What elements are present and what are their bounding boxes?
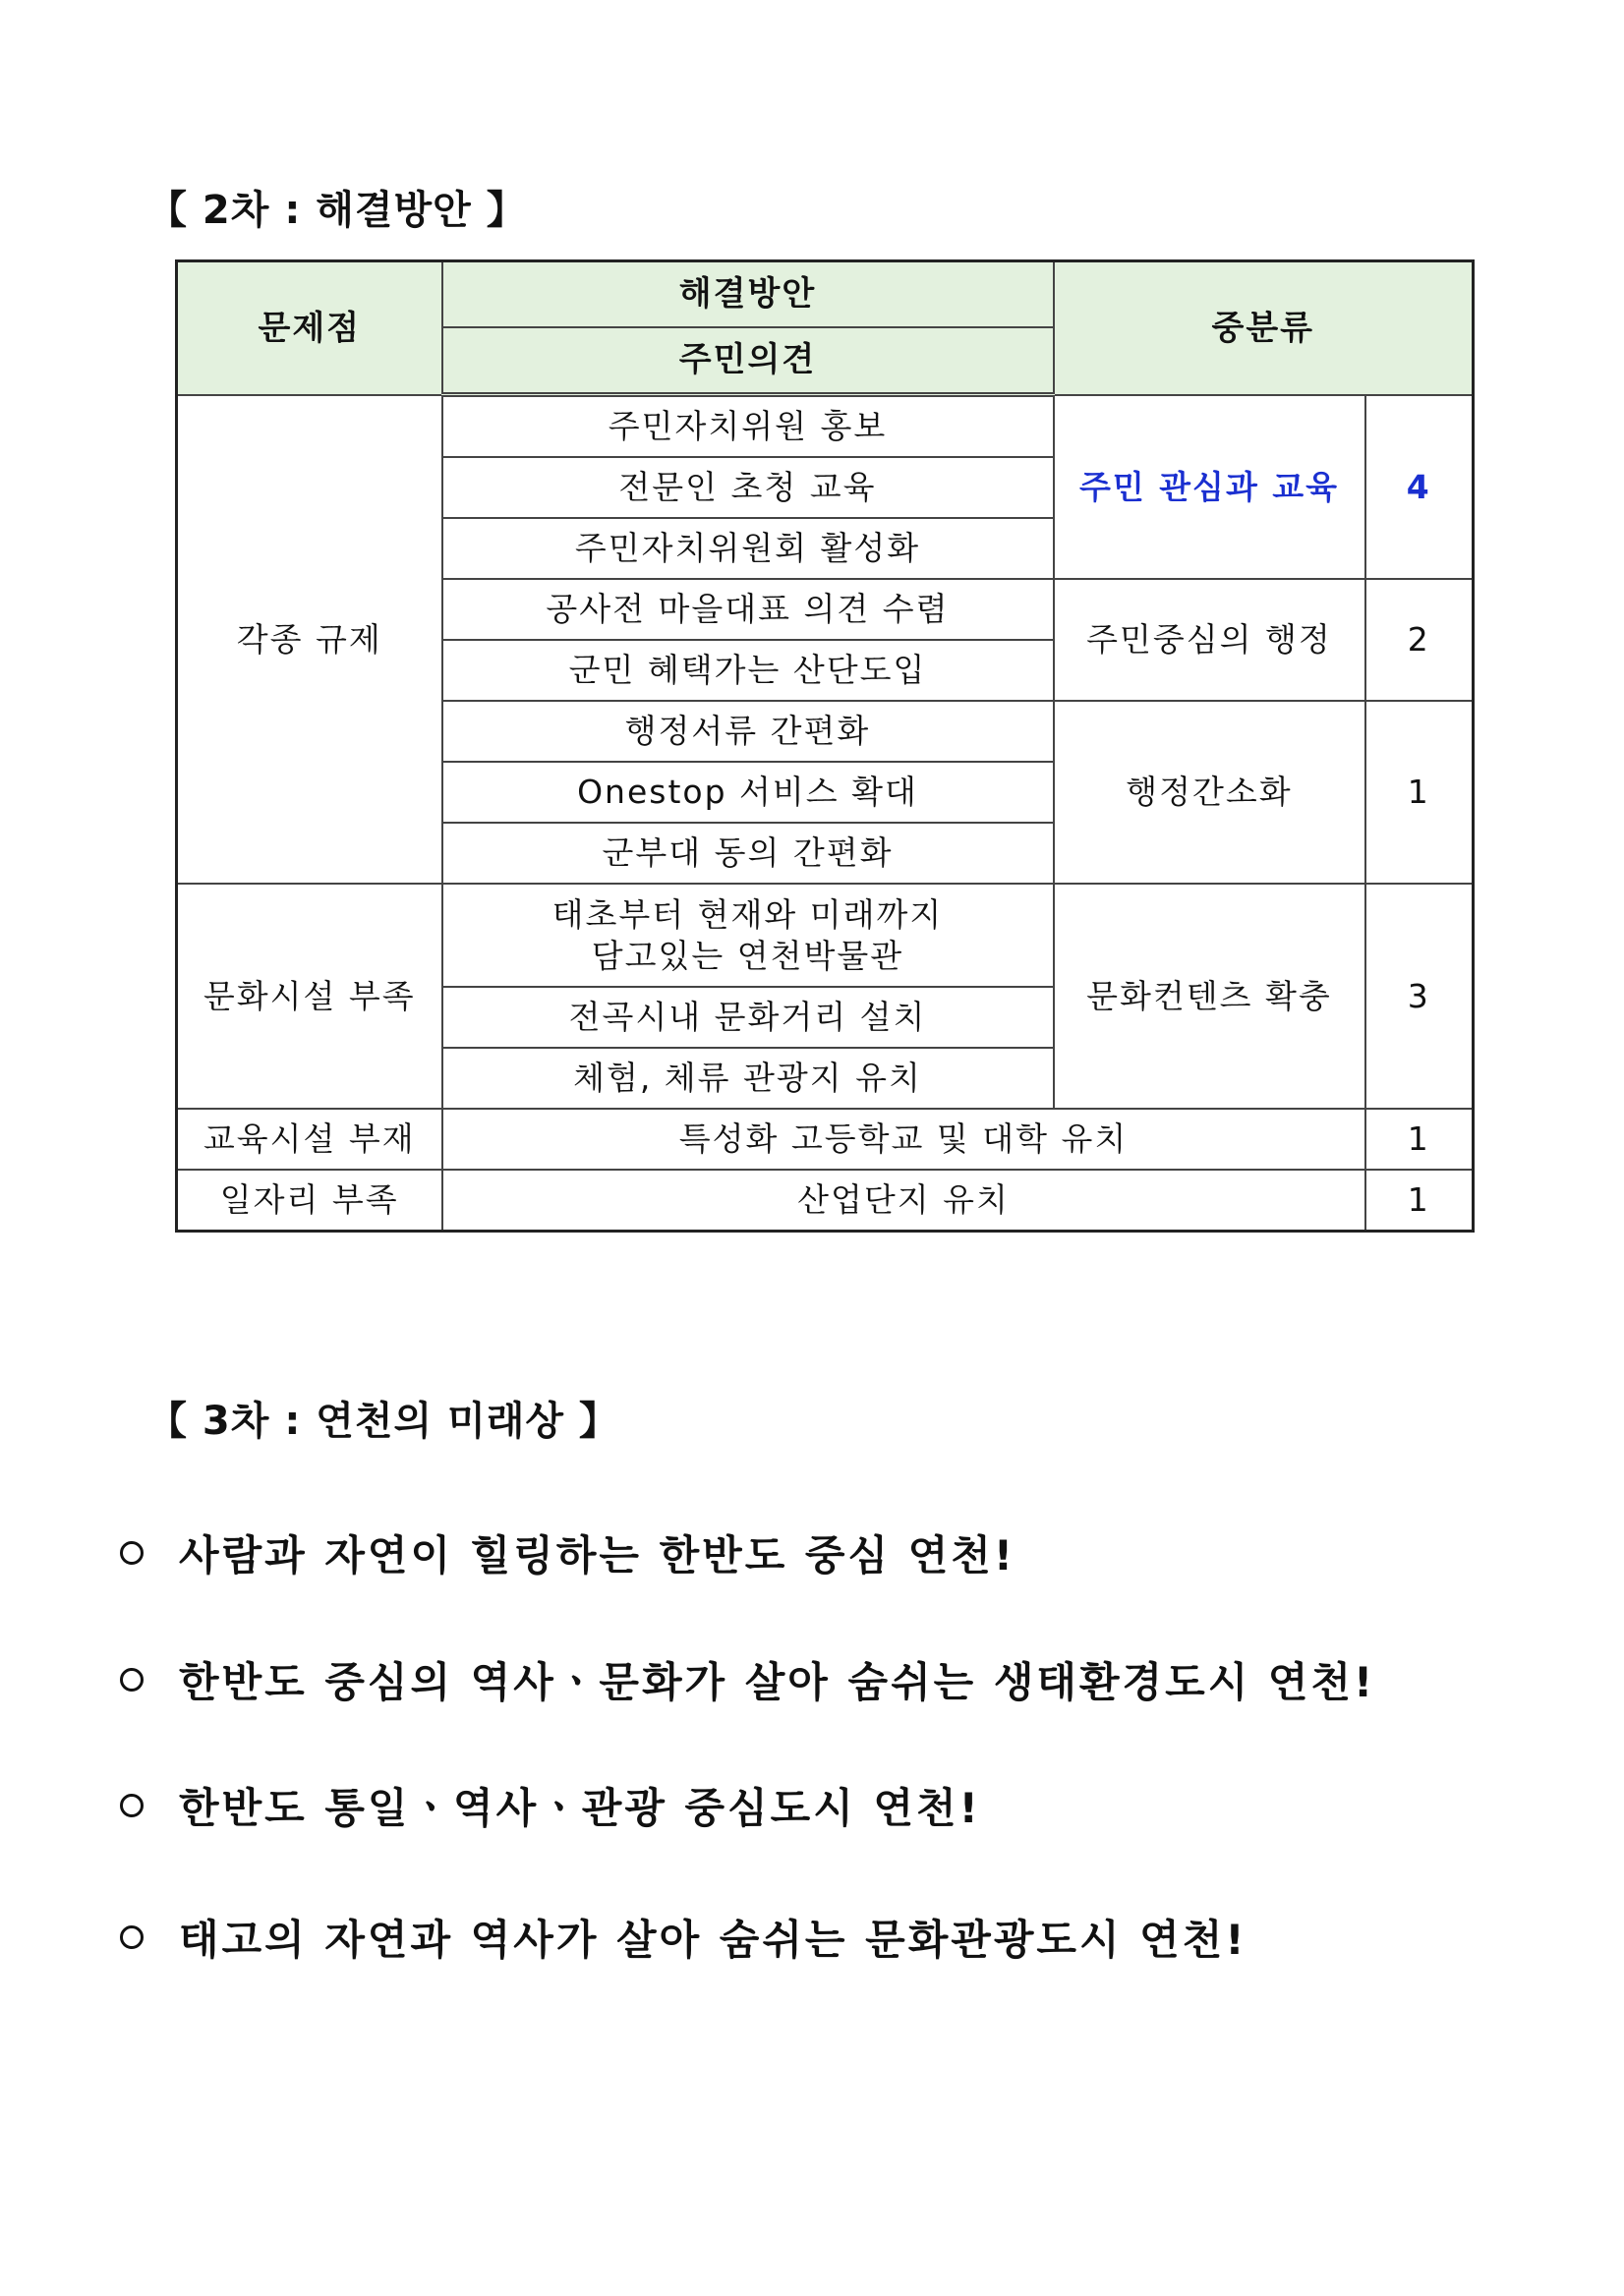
circle-bullet-icon bbox=[120, 1794, 144, 1817]
category-cell: 주민중심의 행정 bbox=[1054, 579, 1365, 701]
section-2-title: 【 2차 : 해결방안 】 bbox=[147, 188, 527, 233]
category-cell: 문화컨텐츠 확충 bbox=[1054, 884, 1365, 1109]
header-problem: 문제점 bbox=[177, 261, 442, 395]
count-cell-highlight: 4 bbox=[1365, 395, 1474, 580]
opinion-cell: 행정서류 간편화 bbox=[442, 701, 1054, 762]
opinion-cell: Onestop 서비스 확대 bbox=[442, 762, 1054, 823]
problem-cell: 일자리 부족 bbox=[177, 1170, 442, 1232]
opinion-cell: 태초부터 현재와 미래까지 담고있는 연천박물관 bbox=[442, 884, 1054, 987]
count-cell: 1 bbox=[1365, 1170, 1474, 1232]
header-category: 중분류 bbox=[1054, 261, 1474, 395]
problem-cell: 문화시설 부족 bbox=[177, 884, 442, 1109]
vision-text: 태고의 자연과 역사가 살아 숨쉬는 문화관광도시 연천! bbox=[179, 1916, 1247, 1964]
vision-item bbox=[120, 1776, 981, 1835]
vision-item bbox=[120, 1650, 1375, 1709]
header-solution: 해결방안 bbox=[442, 261, 1054, 328]
category-cell: 행정간소화 bbox=[1054, 701, 1365, 884]
opinion-cell: 주민자치위원회 활성화 bbox=[442, 518, 1054, 579]
problem-cell: 각종 규제 bbox=[177, 395, 442, 885]
vision-item bbox=[120, 1908, 1247, 1967]
section-3-title: 【 3차 : 연천의 미래상 】 bbox=[147, 1399, 619, 1444]
vision-text: 사람과 자연이 힐링하는 한반도 중심 연천! bbox=[179, 1531, 1015, 1579]
vision-text: 한반도 통일ㆍ역사ㆍ관광 중심도시 연천! bbox=[179, 1784, 981, 1832]
opinion-cell: 체험, 체류 관광지 유치 bbox=[442, 1048, 1054, 1109]
solutions-table bbox=[175, 259, 1475, 1233]
circle-bullet-icon bbox=[120, 1925, 144, 1949]
circle-bullet-icon bbox=[120, 1668, 144, 1692]
merged-solution-cell: 산업단지 유치 bbox=[442, 1170, 1365, 1232]
circle-bullet-icon bbox=[120, 1541, 144, 1565]
vision-item bbox=[120, 1523, 1015, 1582]
count-cell: 1 bbox=[1365, 1109, 1474, 1170]
opinion-cell: 전문인 초청 교육 bbox=[442, 457, 1054, 518]
opinion-cell: 공사전 마을대표 의견 수렴 bbox=[442, 579, 1054, 640]
opinion-cell: 전곡시내 문화거리 설치 bbox=[442, 987, 1054, 1048]
problem-cell: 교육시설 부재 bbox=[177, 1109, 442, 1170]
opinion-cell: 군부대 동의 간편화 bbox=[442, 823, 1054, 884]
category-cell-highlight: 주민 관심과 교육 bbox=[1054, 395, 1365, 580]
merged-solution-cell: 특성화 고등학교 및 대학 유치 bbox=[442, 1109, 1365, 1170]
count-cell: 1 bbox=[1365, 701, 1474, 884]
header-opinion: 주민의견 bbox=[442, 327, 1054, 395]
vision-text: 한반도 중심의 역사ㆍ문화가 살아 숨쉬는 생태환경도시 연천! bbox=[179, 1658, 1376, 1706]
count-cell: 3 bbox=[1365, 884, 1474, 1109]
count-cell: 2 bbox=[1365, 579, 1474, 701]
opinion-cell: 주민자치위원 홍보 bbox=[442, 395, 1054, 458]
opinion-cell: 군민 혜택가는 산단도입 bbox=[442, 640, 1054, 701]
